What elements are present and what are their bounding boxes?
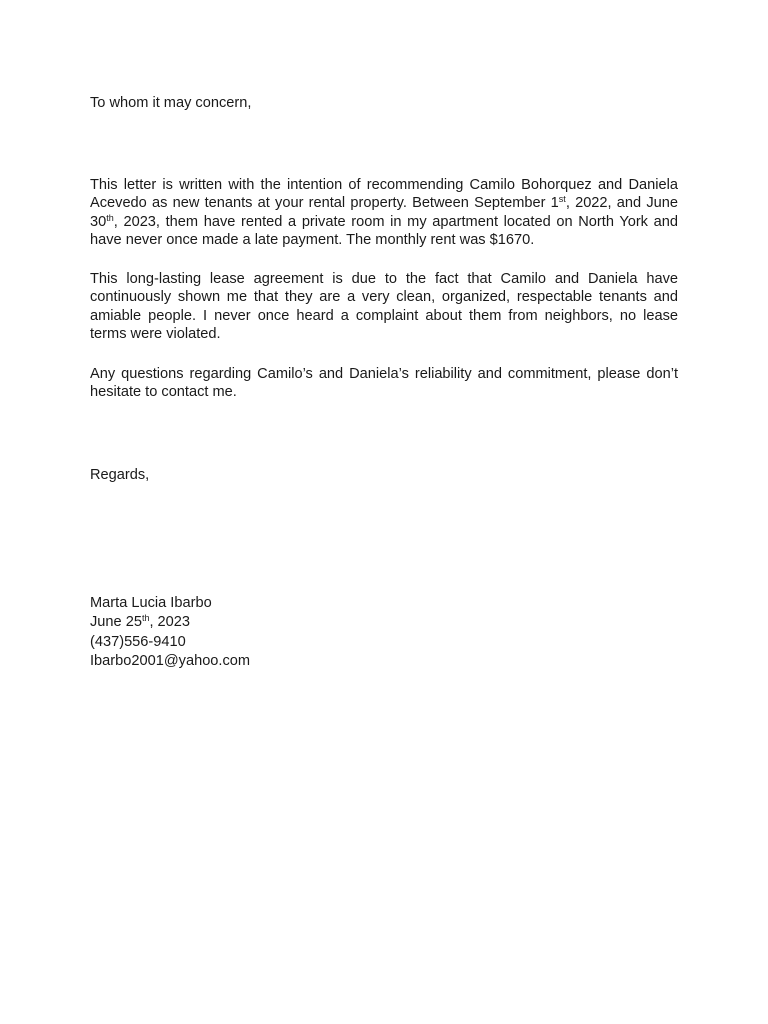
signer-email: Ibarbo2001@yahoo.com [90,653,251,670]
paragraph-recommendation-text-2: , 2022, and June 30 [90,195,679,230]
closing: Regards, [90,467,150,483]
signature-date-part-2: , 2023 [149,614,191,631]
paragraph-contact: Any questions regarding Camilo’s and Daniela’s reliability and commitment, please don’t hesitate to contact me. [90,366,678,401]
signature-date-part-1: June 25 [90,614,142,631]
paragraph-recommendation-text-3: , 2023, them have rented a private room in my apartment located on North York and have never once made a late payment. The monthly rent was $1670. [90,213,678,249]
paragraph-recommendation-text-1: This letter is written with the intention of recommending Camilo Bohorquez and Daniela Acevedo as new tenants at your rental property. Between September 1 [90,177,678,212]
ordinal-suffix-th: th [106,212,114,223]
paragraph-lease-agreement: This long-lasting lease agreement is due to the fact that Camilo and Daniela have continuously shown me that they are a very clean, organized, respectable tenants and amiable people. I never once heard a complaint about them from neighbors, no lease terms were violated. [90,271,678,343]
signer-name: Marta Lucia Ibarbo [90,595,212,611]
paragraph-recommendation [90,176,678,250]
signer-phone: (437)556-9410 [90,633,186,650]
ordinal-suffix-st: st [558,194,566,205]
signature-date-suffix: th [141,613,150,624]
signature-block [90,594,678,672]
salutation: To whom it may concern, [90,95,252,111]
signature-date [90,613,678,632]
